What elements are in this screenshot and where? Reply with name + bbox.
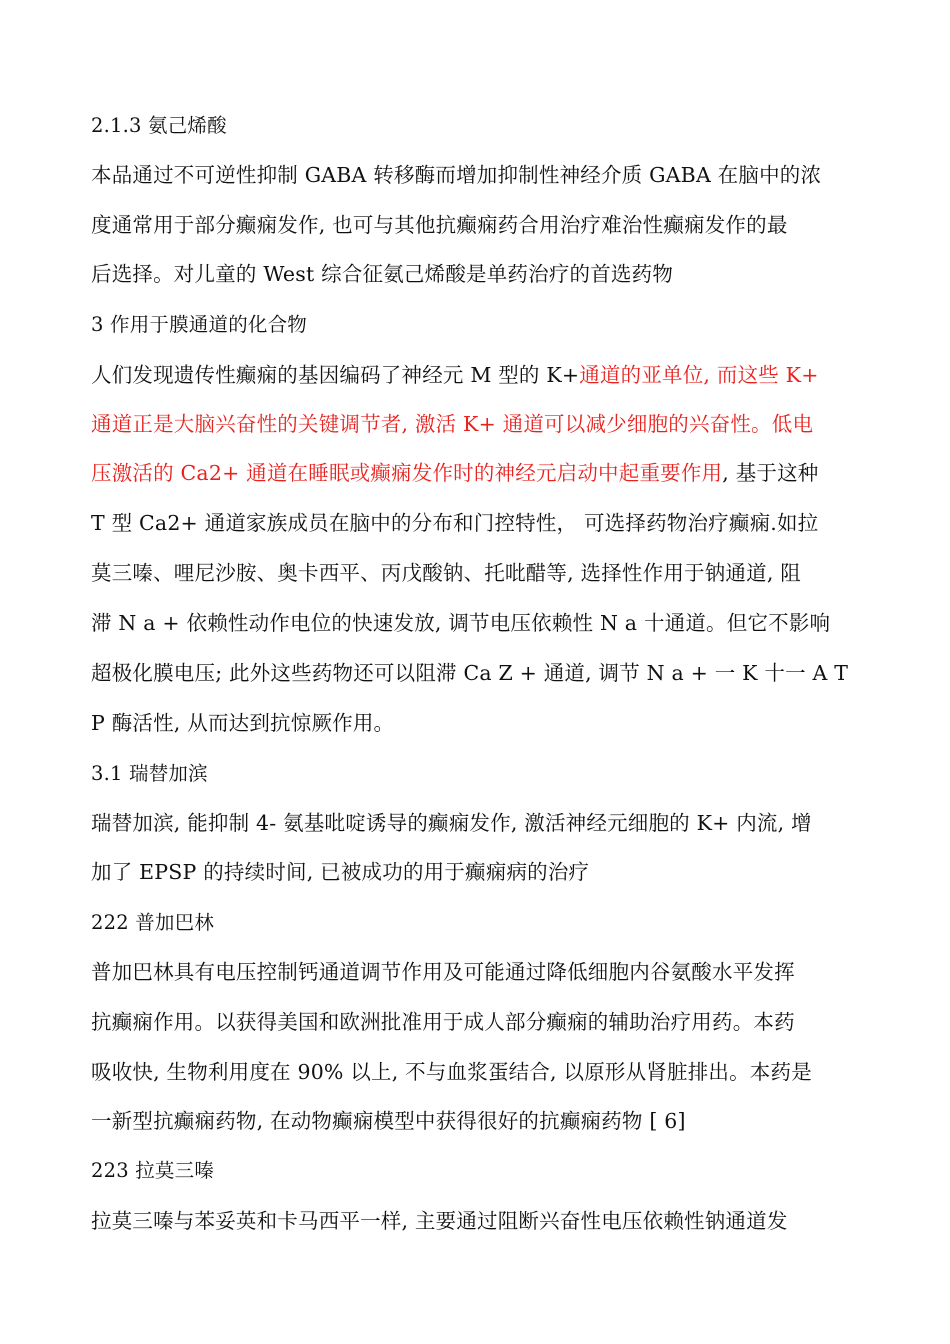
paragraph-line: 度通常用于部分癫痫发作, 也可与其他抗癫痫药合用治疗难治性癫痫发作的最	[91, 213, 788, 237]
text-segment: , 基于这种	[722, 461, 819, 485]
highlighted-text: 压激活的 Ca2+ 通道在睡眠或癫痫发作时的神经元启动中起重要作用	[91, 461, 723, 485]
paragraph-line: 加了 EPSP 的持续时间, 已被成功的用于癫痫病的治疗	[91, 860, 590, 884]
paragraph-line: 普加巴林具有电压控制钙通道调节作用及可能通过降低细胞内谷氨酸水平发挥	[91, 960, 795, 984]
paragraph-line: 后选择。对儿童的 West 综合征氨己烯酸是单药治疗的首选药物	[91, 262, 674, 286]
paragraph-line: 一新型抗癫痫药物, 在动物癫痫模型中获得很好的抗癫痫药物 [ 6]	[91, 1109, 686, 1133]
section-heading-2-1-3: 2.1.3 氨己烯酸	[91, 114, 227, 137]
paragraph-line: 莫三嗪、哩尼沙胺、奥卡西平、丙戊酸钠、托吡醋等, 选择性作用于钠通道, 阻	[91, 561, 801, 585]
paragraph-line: 本品通过不可逆性抑制 GABA 转移酶而增加抑制性神经介质 GABA 在脑中的浓	[91, 163, 822, 187]
paragraph-line: 吸收快, 生物利用度在 90% 以上, 不与血浆蛋结合, 以原形从肾脏排出。本药是	[91, 1060, 812, 1084]
paragraph-line: T 型 Ca2+ 通道家族成员在脑中的分布和门控特性， 可选择药物治疗癫痫.如拉	[91, 511, 819, 535]
paragraph-line: 抗癫痫作用。以获得美国和欧洲批准用于成人部分癫痫的辅助治疗用药。本药	[91, 1010, 795, 1034]
section-heading-3: 3 作用于膜通道的化合物	[91, 313, 308, 336]
paragraph-line	[91, 360, 819, 390]
section-heading-3-1: 3.1 瑞替加滨	[91, 762, 208, 785]
paragraph-line: 滞 N a + 依赖性动作电位的快速发放, 调节电压依赖性 N a 十通道。但它不影响	[91, 611, 831, 635]
highlighted-paragraph-line: 通道正是大脑兴奋性的关键调节者, 激活 K+ 通道可以减少细胞的兴奋性。低电	[91, 412, 814, 436]
paragraph-line: 瑞替加滨, 能抑制 4- 氨基吡啶诱导的癫痫发作, 激活神经元细胞的 K+ 内流, 增	[91, 811, 812, 835]
text-segment: 人们发现遗传性癫痫的基因编码了神经元 M 型的 K+	[91, 363, 580, 387]
section-heading-223: 223 拉莫三嗪	[91, 1159, 215, 1182]
paragraph-line	[91, 458, 819, 488]
paragraph-line: 拉莫三嗪与苯妥英和卡马西平一样, 主要通过阻断兴奋性电压依赖性钠通道发	[91, 1209, 788, 1233]
section-heading-222: 222 普加巴林	[91, 911, 215, 934]
paragraph-line: 超极化膜电压; 此外这些药物还可以阻滞 Ca Z + 通道, 调节 N a + 一 K 十一 A T	[91, 661, 849, 685]
paragraph-line: P 酶活性, 从而达到抗惊厥作用。	[91, 711, 395, 735]
highlighted-text: 通道的亚单位, 而这些 K+	[579, 363, 819, 387]
